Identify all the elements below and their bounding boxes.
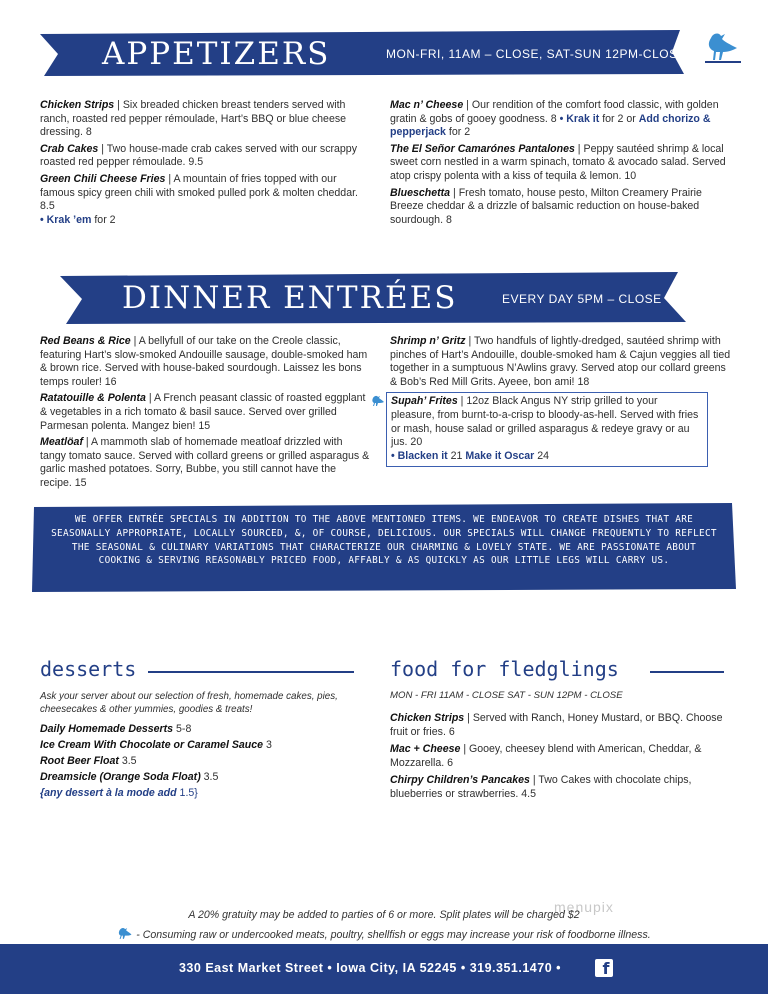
consumer-warning-text: - Consuming raw or undercooked meats, poultry, shellfish or eggs may increase your risk of foodborne illness.: [133, 929, 651, 941]
item-desc: | Two handfuls of lightly-dredged, sautéed shrimp with pinches of Hart’s Andouille, double-smoked ham & Cajun veggies all tied together in a sumptuous N’Awlins gravy. Served atop our collard greens & Bob’s Red Mill Grits. Ayeee, bon ami! 18: [390, 335, 731, 388]
dinner-right-column: [390, 335, 735, 470]
item-desc: | Gooey, cheesey blend with American, Cheddar, & Mozzarella. 6: [390, 743, 702, 769]
bird-icon: [703, 30, 743, 66]
facebook-glyph: f: [602, 959, 610, 978]
item-name: Mac + Cheese: [390, 743, 461, 755]
item-addon: • Krak it: [559, 112, 600, 125]
fledglings-heading: food for fledglings: [390, 657, 619, 681]
dinner-left-column: [40, 335, 370, 494]
footer-bar: [0, 944, 768, 994]
menu-item: [40, 143, 370, 170]
item-desc: | Served with Ranch, Honey Mustard, or BBQ. Choose fruit or fries. 6: [390, 712, 723, 738]
appetizers-hours: MON-FRI, 11AM – CLOSE, SAT-SUN 12PM-CLOSE: [386, 47, 687, 61]
watermark: menupix: [554, 899, 614, 915]
item-addon: • Krak ’em: [40, 213, 92, 226]
fledglings-hours: MON - FRI 11AM - CLOSE SAT - SUN 12PM - CLOSE: [390, 690, 623, 701]
appetizers-title: APPETIZERS: [102, 36, 331, 72]
item-price: 3.5: [200, 771, 219, 783]
item-desc: | A French peasant classic of roasted eggplant & vegetables in a rich tomato & basil sauce. Served over grilled Parmesan polenta. Mangez bien! 15: [40, 392, 366, 432]
item-desc: | 12oz Black Angus NY strip grilled to your pleasure, from burnt-to-a-crisp to bloody-as-hell. Served with fries or mash, house salad or grilled asparagus & redeye gravy or au jus. 20: [391, 395, 699, 449]
item-name: Green Chili Cheese Fries: [40, 172, 166, 185]
menu-item: [40, 173, 370, 227]
item-name: Chicken Strips: [390, 712, 465, 724]
item-addon-price: for 2 or: [599, 112, 639, 125]
menu-item: [40, 436, 370, 490]
facebook-icon[interactable]: [595, 959, 613, 977]
item-name: Meatlöaf: [40, 436, 83, 449]
item-name: Ice Cream With Chocolate or Caramel Sauce: [40, 739, 264, 751]
desserts-note: Ask your server about our selection of fresh, homemade cakes, pies, cheesecakes & other yummies, goodies & treats!: [40, 691, 338, 715]
item-name: Ratatouille & Polenta: [40, 392, 146, 405]
item-addon-2: Make it Oscar: [465, 449, 535, 462]
gratuity-note: A 20% gratuity may be added to parties of 6 or more. Split plates will be charged $2: [188, 909, 580, 921]
item-desc: | Two house-made crab cakes served with our scrappy roasted red pepper rémoulade. 9.5: [40, 142, 357, 169]
dinner-banner: [60, 272, 690, 324]
item-desc: | Peppy sautéed shrimp & local sweet corn nestled in a warm spinach, tomato & avocado salad. Served atop crispy polenta with a kiss of tequila & lemon. 10: [390, 142, 726, 182]
item-name: Crab Cakes: [40, 142, 99, 155]
item-addon: • Blacken it: [391, 449, 448, 462]
specials-notice: [32, 503, 736, 592]
item-name: Shrimp n’ Gritz: [390, 335, 466, 347]
fledglings-rule: [650, 671, 724, 673]
item-desc: | A mammoth slab of homemade meatloaf drizzled with tangy tomato sauce. Served with collard greens or grilled asparagus & garlic mashed potatoes. Sorry, Bubbe, you still cannot have the recipe. 15: [40, 436, 370, 489]
dessert-item: [40, 722, 360, 736]
item-name: Dreamsicle (Orange Soda Float): [40, 771, 201, 783]
item-desc: | Six breaded chicken breast tenders served with ranch, roasted red pepper rémoulade, Hart’s BBQ or blue cheese dressing. 8: [40, 99, 347, 139]
item-desc: | Our rendition of the comfort food classic, with golden gratin & gobs of gooey goodness. 8: [390, 99, 719, 125]
bird-icon: [117, 927, 133, 940]
item-price: 3: [263, 739, 272, 751]
desserts-heading: desserts: [40, 657, 137, 681]
appetizers-left-column: [40, 99, 370, 230]
dessert-item: [40, 738, 360, 752]
kids-item: [390, 773, 730, 801]
item-name: {any dessert à la mode add: [40, 787, 177, 799]
dessert-item: [40, 754, 360, 768]
fledglings-column: [390, 689, 730, 804]
dessert-item: [40, 770, 360, 784]
item-desc: | Two Cakes with chocolate chips, blueberries or strawberries. 4.5: [390, 774, 692, 800]
consumer-warning: [0, 927, 768, 941]
item-name: Chirpy Children’s Pancakes: [390, 774, 530, 786]
featured-item-box: [386, 392, 708, 467]
menu-item: [390, 335, 735, 389]
item-name: Red Beans & Rice: [40, 335, 131, 347]
bird-icon: [371, 395, 385, 407]
desserts-column: [40, 690, 360, 800]
a-la-mode-note: [40, 786, 360, 800]
dinner-hours: EVERY DAY 5PM – CLOSE: [502, 292, 662, 306]
menu-item: [390, 143, 730, 184]
item-name: Blueschetta: [390, 186, 451, 199]
item-addon-price: for 2: [91, 213, 116, 226]
footer-address: 330 East Market Street • Iowa City, IA 52245 • 319.351.1470 •: [178, 961, 562, 975]
item-addon-2: Add chorizo & pepperjack: [390, 112, 711, 139]
desserts-rule: [148, 671, 354, 673]
item-name: Mac n’ Cheese: [390, 99, 464, 111]
item-name: Root Beer Float: [40, 755, 119, 767]
appetizers-banner: [40, 30, 740, 76]
item-price: 3.5: [118, 755, 137, 767]
item-price: 1.5}: [176, 787, 198, 799]
item-name: Chicken Strips: [40, 99, 115, 111]
item-name: Supah’ Frites: [391, 395, 458, 408]
kids-item: [390, 711, 730, 739]
dinner-title: DINNER ENTRÉES: [122, 280, 458, 316]
item-addon-2-price: 24: [534, 449, 550, 462]
item-name: The El Señor Camarónes Pantalones: [390, 142, 575, 155]
item-addon-2-price: for 2: [445, 126, 471, 139]
menu-item: [40, 335, 370, 389]
menu-item: [40, 392, 370, 433]
menu-item: [40, 99, 370, 140]
appetizers-right-column: [390, 99, 730, 230]
item-addon-price: 21: [447, 449, 466, 462]
item-price: 5-8: [173, 723, 192, 735]
kids-item: [390, 742, 730, 770]
notice-text: WE OFFER ENTRÉE SPECIALS IN ADDITION TO THE ABOVE MENTIONED ITEMS. WE ENDEAVOR TO CREATE DISHES THAT ARE SEASONALLY APPROPRIATE, LOCALLY SOURCED, &, OF COURSE, DELICIOUS. OUR SPECIALS WILL CHANGE FREQUENTLY TO REFLECT THE SEASONAL & CULINARY VARIATIONS THAT CHARACTERIZE OUR CHARMING & LOVELY STATE. WE ARE PASSIONATE ABOUT COOKING & SERVING REASONABLY PRICED FOOD, AFFABLY & AS QUICKLY AS OUR LITTLE LEGS WILL CARRY US.: [51, 514, 717, 567]
menu-item: [390, 99, 730, 140]
item-desc: | A mountain of fries topped with our famous spicy green chili with smoked pulled pork & molten cheddar. 8.5: [40, 172, 358, 213]
item-desc: | A bellyfull of our take on the Creole classic, featuring Hart’s slow-smoked Andouille sausage, double-smoked ham & brown rice. Served with house-baked sourdough. Laissez les bons temps rouler! 16: [40, 335, 368, 388]
item-desc: | Fresh tomato, house pesto, Milton Creamery Prairie Breeze cheddar & a drizzle of balsamic reduction on house-baked sourdough. 8: [390, 186, 702, 226]
item-name: Daily Homemade Desserts: [40, 723, 174, 735]
menu-item: [390, 187, 730, 228]
